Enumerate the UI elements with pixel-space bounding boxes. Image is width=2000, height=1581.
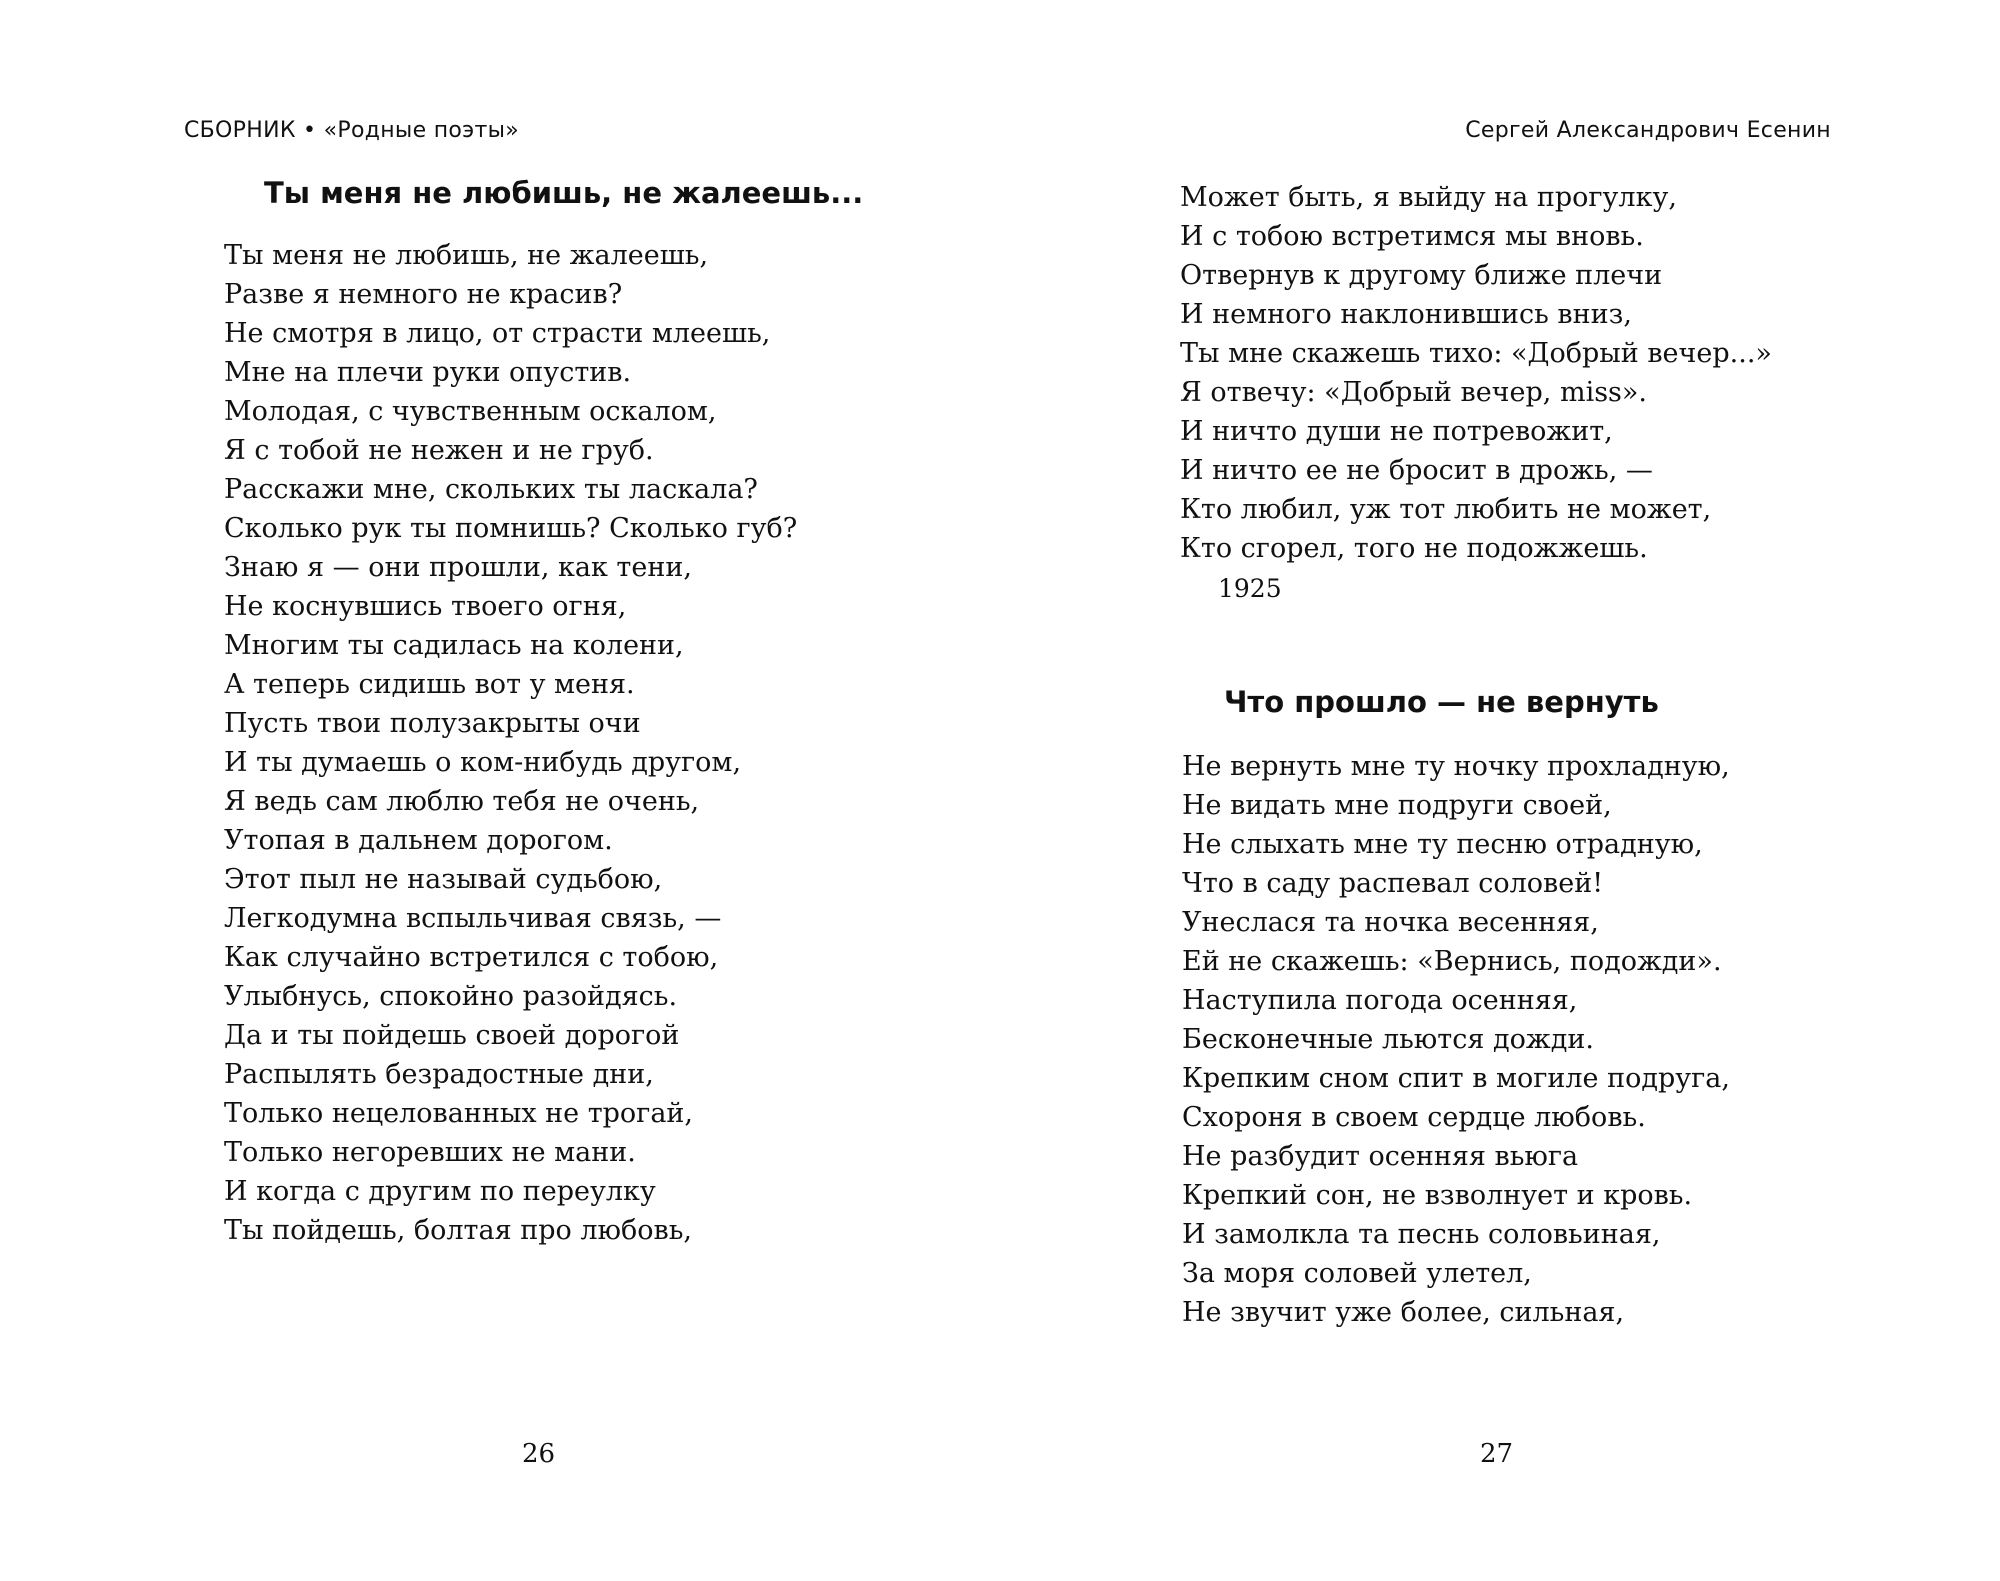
poem-line: Ты меня не любишь, не жалеешь,	[224, 240, 709, 271]
poem-line: Может быть, я выйду на прогулку,	[1180, 182, 1677, 213]
poem-line: Я ведь сам люблю тебя не очень,	[224, 786, 700, 817]
poem-line: А теперь сидишь вот у меня.	[224, 669, 635, 700]
poem-line: Не звучит уже более, сильная,	[1182, 1297, 1625, 1328]
running-head-collection: СБОРНИК • «Родные поэты»	[184, 118, 520, 143]
poem-line: И ничто души не потревожит,	[1180, 416, 1613, 447]
poem-line: Не вернуть мне ту ночку прохладную,	[1182, 751, 1730, 782]
poem-line: Я с тобой не нежен и не груб.	[224, 435, 654, 466]
poem-line: Не слыхать мне ту песню отрадную,	[1182, 829, 1703, 860]
poem-line: И когда с другим по переулку	[224, 1176, 656, 1207]
poem-line: Разве я немного не красив?	[224, 279, 623, 310]
poem-line: Многим ты садилась на колени,	[224, 630, 684, 661]
poem-line: Унеслася та ночка весенняя,	[1182, 907, 1599, 938]
poem-line: Не коснувшись твоего огня,	[224, 591, 627, 622]
running-head-author: Сергей Александрович Есенин	[1465, 118, 1831, 143]
poem-line: За моря соловей улетел,	[1182, 1258, 1532, 1289]
poem-title-2: Что прошло — не вернуть	[1224, 685, 1659, 719]
poem-line: Улыбнусь, спокойно разойдясь.	[224, 981, 678, 1012]
poem-line: Утопая в дальнем дорогом.	[224, 825, 613, 856]
poem-text-2	[1182, 747, 1730, 1332]
poem-text	[224, 236, 797, 1250]
poem-title: Ты меня не любишь, не жалеешь...	[264, 176, 864, 210]
poem-line: И замолкла та песнь соловьиная,	[1182, 1219, 1661, 1250]
poem-line: Крепким сном спит в могиле подруга,	[1182, 1063, 1730, 1094]
poem-line: Как случайно встретился с тобою,	[224, 942, 719, 973]
poem-line: Мне на плечи руки опустив.	[224, 357, 632, 388]
page-number: 26	[522, 1439, 556, 1469]
poem-line: Не смотря в лицо, от страсти млеешь,	[224, 318, 771, 349]
poem-line: Только нецелованных не трогай,	[224, 1098, 693, 1129]
poem-line: Бесконечные льются дожди.	[1182, 1024, 1594, 1055]
poem-line: Ты мне скажешь тихо: «Добрый вечер...»	[1180, 338, 1772, 369]
poem-line: Крепкий сон, не взволнует и кровь.	[1182, 1180, 1693, 1211]
poem-line: Кто сгорел, того не подожжешь.	[1180, 533, 1648, 564]
poem-line: Что в саду распевал соловей!	[1182, 868, 1604, 899]
poem-line: Отвернув к другому ближе плечи	[1180, 260, 1663, 291]
poem-line: Ты пойдешь, болтая про любовь,	[224, 1215, 692, 1246]
poem-line: Сколько рук ты помнишь? Сколько губ?	[224, 513, 798, 544]
poem-line: Этот пыл не называй судьбою,	[224, 864, 663, 895]
poem-year: 1925	[1218, 574, 1282, 603]
poem-line: Легкодумна вспыльчивая связь, —	[224, 903, 722, 934]
poem-line: И ты думаешь о ком-нибудь другом,	[224, 747, 742, 778]
poem-line: И ничто ее не бросит в дрожь, —	[1180, 455, 1653, 486]
poem-line: Знаю я — они прошли, как тени,	[224, 552, 692, 583]
poem-line: Расскажи мне, скольких ты ласкала?	[224, 474, 758, 505]
poem-line: Не видать мне подруги своей,	[1182, 790, 1612, 821]
poem-line: Схороня в своем сердце любовь.	[1182, 1102, 1646, 1133]
poem-line: Пусть твои полузакрыты очи	[224, 708, 641, 739]
page-number: 27	[1480, 1439, 1514, 1469]
poem-line: Да и ты пойдешь своей дорогой	[224, 1020, 680, 1051]
poem-line: И немного наклонившись вниз,	[1180, 299, 1632, 330]
right-page	[1000, 0, 2000, 1581]
poem-line: Только негоревших не мани.	[224, 1137, 636, 1168]
poem-line: Я отвечу: «Добрый вечер, miss».	[1180, 377, 1648, 408]
poem-line: Молодая, с чувственным оскалом,	[224, 396, 717, 427]
poem-line: Кто любил, уж тот любить не может,	[1180, 494, 1712, 525]
poem-text-continued	[1180, 178, 1772, 568]
poem-line: Не разбудит осенняя вьюга	[1182, 1141, 1579, 1172]
poem-line: Ей не скажешь: «Вернись, подожди».	[1182, 946, 1722, 977]
poem-line: Распылять безрадостные дни,	[224, 1059, 654, 1090]
poem-line: И с тобою встретимся мы вновь.	[1180, 221, 1644, 252]
poem-line: Наступила погода осенняя,	[1182, 985, 1578, 1016]
